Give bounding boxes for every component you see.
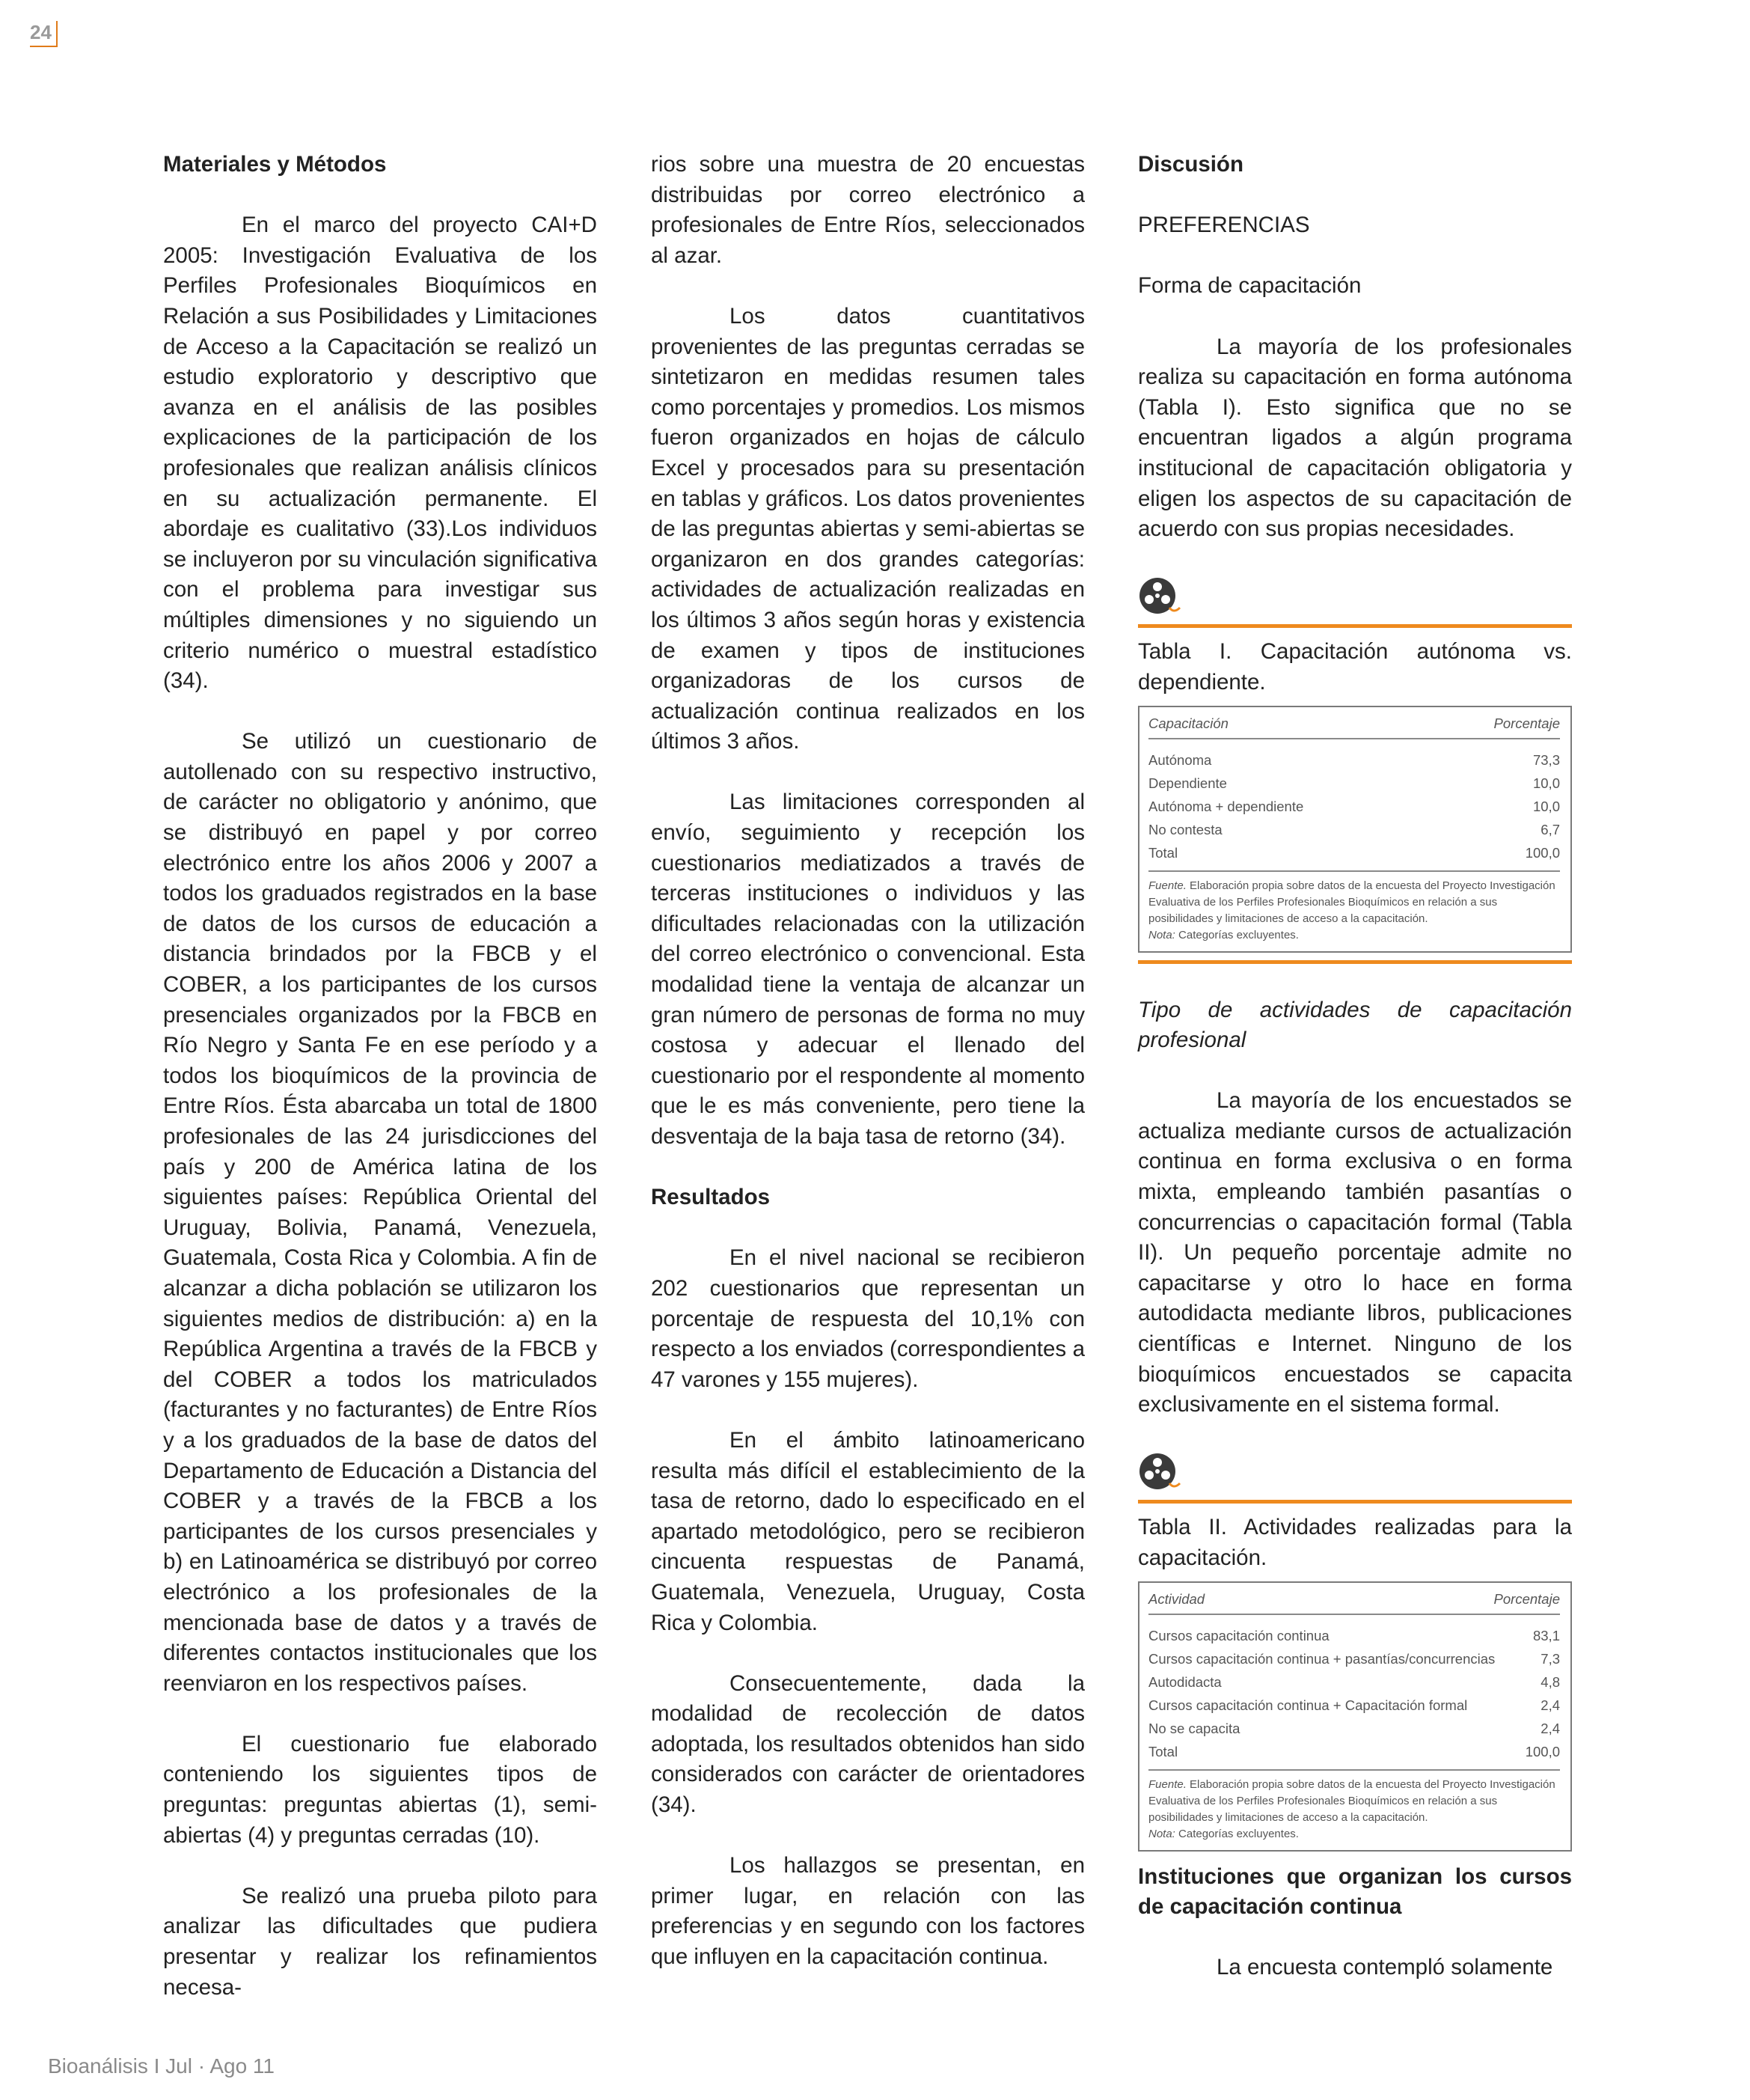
table-cell: Cursos capacitación continua + Capacitación formal [1148,1697,1468,1713]
table-header [1148,1587,1560,1615]
subheading-tipo-actividades: Tipo de actividades de capacitación profesional [1138,997,1572,1053]
table-cell: Autodidacta [1148,1673,1222,1690]
paragraph: Las limitaciones corresponden al envío, seguimiento y recepción los cuestionarios mediatizados a través de terceras instituciones o individuos y las dificultades relacionadas con la utilización del correo electrónico o convencional. Esta modalidad tiene la ventaja de alcanzar un gran número de personas de forma no muy costosa y adecuar el llenado del cuestionario por el respondente al momento que le es más conveniente, pero tiene la desventaja de la baja tasa de retorno (34). [651,790,1085,1149]
subheading-forma: Forma de capacitación [1138,273,1362,299]
page-number: 24 [30,21,58,47]
table-row [1148,1694,1560,1717]
table-cell: Dependiente [1148,775,1227,791]
table-actividades [1138,1581,1572,1852]
paragraph: Se utilizó un cuestionario de autollenado con su respectivo instructivo, de carácter no obligatorio y anónimo, que se distribuyó en papel y por correo electrónico entre los años 2006 y 2007 a todos los graduados registrados en la base de datos de los cursos de educación a distancia brindados por la FBCB y el COBER, a los participantes de los cursos presenciales organizados por la FBCB en Río Negro y Santa Fe en ese período y a todos los bioquímicos de la provincia de Entre Ríos. Ésta abarcaba un total de 1800 profesionales de las 24 jurisdicciones del país y 200 de América latina de los siguientes países: República Oriental del Uruguay, Bolivia, Panamá, Venezuela, Guatemala, Costa Rica y Colombia. A fin de alcanzar a dicha población se utilizaron los siguientes medios de distribución: a) en la República Argentina a través de la FBCB y del COBER a todos los matriculados (facturantes y no facturantes) de Entre Ríos y a los graduados de la base de datos del Departamento de Educación a Distancia del COBER y a través de la FBCB a los participantes de los cursos presenciales y b) en Latinoamérica se distribuyó por correo electrónico a los profesionales de la mencionada base de datos y a través de diferentes contactos institucionales que los reenviaron en los respectivos países. [163,729,597,1696]
table-cell: 100,0 [1525,1743,1560,1759]
paragraph: En el marco del proyecto CAI+D 2005: Investigación Evaluativa de los Perfiles Profesionales Bioquímicos en Relación a sus Posibilidades y Limitaciones de Acceso a la Capacitación se realizó un estudio exploratorio y descriptivo que avanza en el análisis de las posibles explicaciones de la participación de los profesionales que realizan análisis clínicos en su actualización permanente. El abordaje es cualitativo (33).Los individuos se incluyeron por su vinculación significativa con el problema para investigar sus múltiples dimensiones y no siguiendo un criterio numérico o muestral estadístico (34). [163,213,597,694]
table-row [1148,795,1560,818]
paragraph: En el nivel nacional se recibieron 202 cuestionarios que representan un porcentaje de respuesta del 10,1% con respecto a los enviados (correspondientes a 47 varones y 155 mujeres). [651,1245,1085,1392]
paragraph: Consecuentemente, dada la modalidad de recolección de datos adoptada, los resultados obtenidos han sido considerados con carácter de orientadores (34). [651,1670,1085,1818]
table-cell: 73,3 [1532,751,1560,768]
source-text: Elaboración propia sobre datos de la encuesta del Proyecto Investigación Evaluativa de los Perfiles Profesionales Bioquímicos en relación a sus posibilidades y limitaciones de acceso a la capacitación. [1148,1777,1555,1824]
source-text: Elaboración propia sobre datos de la encuesta del Proyecto Investigación Evaluativa de los Perfiles Profesionales Bioquímicos en relación a sus posibilidades y limitaciones de acceso a la capacitación. [1148,879,1555,925]
table-row [1148,1670,1560,1694]
table-source-note [1148,878,1560,944]
table-cell: Autónoma + dependiente [1148,798,1304,814]
paragraph: Los datos cuantitativos provenientes de las preguntas cerradas se sintetizaron en medidas resumen tales como porcentajes y promedios. Los mismos fueron organizados en hojas de cálculo Excel y procesados para su presentación en tablas y gráficos. Los datos provenientes de las preguntas abiertas y semi-abiertas se organizaron en dos grandes categorías: actividades de actualización realizadas en los últimos 3 años según horas y existencia de examen y tipos de instituciones organizadoras de los cursos de actualización continua realizados en los últimos 3 años. [651,303,1085,754]
subheading-preferencias: PREFERENCIAS [1138,213,1310,238]
source-label: Fuente. [1148,1777,1187,1791]
section-heading-resultados: Resultados [651,1185,771,1210]
column-2 [651,150,1085,2003]
paragraph: La encuesta contempló solamente [1217,1955,1553,1980]
table-row [1148,818,1560,841]
subheading-instituciones: Instituciones que organizan los cursos de capacitación continua [1138,1864,1572,1920]
table-header [1148,712,1560,739]
table-cell: No contesta [1148,821,1223,837]
table-row [1148,748,1560,772]
table-top-rule [1138,624,1572,628]
table-cell: 6,7 [1541,821,1560,837]
paragraph: rios sobre una muestra de 20 encuestas distribuidas por correo electrónico a profesionales de Entre Ríos, seleccionados al azar. [651,152,1085,268]
table-cell: Cursos capacitación continua [1148,1627,1330,1643]
table-cell: Cursos capacitación continua + pasantías/concurrencias [1148,1650,1496,1667]
section-heading-discusion: Discusión [1138,152,1243,177]
table-cell: 7,3 [1541,1650,1560,1667]
table-cell: No se capacita [1148,1720,1240,1736]
table-row [1148,772,1560,795]
section-heading-materiales: Materiales y Métodos [163,152,387,177]
table-cell: Total [1148,1743,1178,1759]
column-1 [163,150,597,2033]
paragraph: El cuestionario fue elaborado conteniendo los siguientes tipos de preguntas: preguntas abiertas (1), semi-abiertas (4) y preguntas cerradas (10). [163,1731,597,1848]
page-footer: Bioanálisis I Jul · Ago 11 [48,2054,275,2078]
table-caption: Tabla I. Capacitación autónoma vs. dependiente. [1138,639,1572,695]
table-row [1148,1740,1560,1763]
table-cell: 2,4 [1541,1697,1560,1713]
table-row [1148,1717,1560,1740]
table-cell: 83,1 [1532,1627,1560,1643]
table-row [1148,841,1560,864]
paragraph: La mayoría de los profesionales realiza su capacitación en forma autónoma (Tabla I). Esto significa que no se encuentran ligados a algún programa institucional de capacitación obligatoria y eligen los aspectos de su capacitación de acuerdo con sus propias necesidades. [1138,334,1572,542]
table-cell: 2,4 [1541,1720,1560,1736]
film-reel-icon [1138,1450,1572,1495]
table-header-cell: Capacitación [1148,715,1229,731]
table-header-cell: Porcentaje [1493,1590,1560,1607]
table-cell: 10,0 [1532,775,1560,791]
table-row [1148,1647,1560,1670]
table-row [1148,1624,1560,1647]
paragraph: Los hallazgos se presentan, en primer lugar, en relación con las preferencias y en segundo con los factores que influyen en la capacitación continua. [651,1853,1085,1970]
paragraph: La mayoría de los encuestados se actualiza mediante cursos de actualización continua en forma exclusiva o en forma mixta, empleando también pasantías o concurrencias o capacitación formal (Tabla II). Un pequeño porcentaje admite no capacitarse y otro lo hace en forma autodidacta mediante libros, publicaciones científicas e Internet. Ninguno de los bioquímicos encuestados se capacita exclusivamente en el sistema formal. [1138,1088,1572,1417]
table-cell: 4,8 [1541,1673,1560,1690]
film-reel-icon [1138,575,1572,620]
table-header-cell: Porcentaje [1493,715,1560,731]
table-cell: 10,0 [1532,798,1560,814]
note-label: Nota: [1148,928,1175,941]
paragraph: En el ámbito latinoamericano resulta más difícil el establecimiento de la tasa de retorno, dado lo especificado en el apartado metodológico, pero se recibieron cincuenta respuestas de Panamá, Guatemala, Venezuela, Uruguay, Costa Rica y Colombia. [651,1427,1085,1635]
table-source-note [1148,1777,1560,1843]
table-header-cell: Actividad [1148,1590,1205,1607]
column-3 [1138,150,1572,2014]
table-cell: Total [1148,844,1178,861]
note-text: Categorías excluyentes. [1178,1827,1299,1840]
note-text: Categorías excluyentes. [1178,928,1299,941]
table-cell: Autónoma [1148,751,1212,768]
table-cell: 100,0 [1525,844,1560,861]
table-top-rule [1138,1500,1572,1504]
table-bottom-rule [1138,960,1572,964]
source-label: Fuente. [1148,879,1187,892]
table-caption: Tabla II. Actividades realizadas para la capacitación. [1138,1515,1572,1570]
table-capacitacion [1138,706,1572,953]
paragraph: Se realizó una prueba piloto para analizar las dificultades que pudiera presentar y realizar los refinamientos necesa- [163,1883,597,2000]
note-label: Nota: [1148,1827,1175,1840]
